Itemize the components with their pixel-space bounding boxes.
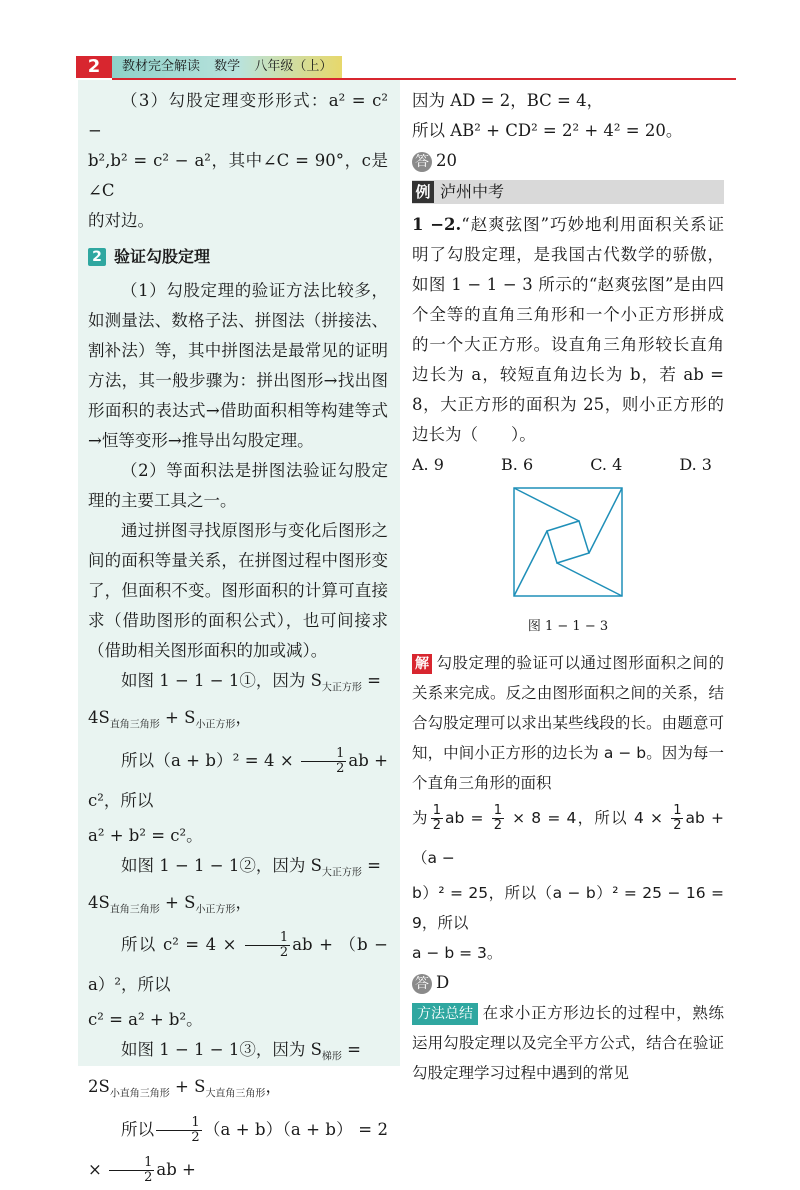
fig2-sub-small: 小正方形 (195, 904, 236, 916)
section-number-badge: 2 (88, 248, 106, 266)
tri-edge-1 (514, 488, 579, 521)
frac-num: 1 (301, 747, 346, 762)
fig3-sub-trap: 梯形 (321, 1051, 342, 1063)
frac-den: 2 (279, 945, 289, 961)
choice-b: B. 6 (501, 455, 534, 474)
page-number: 2 (76, 56, 112, 78)
fig1-l2a: 4S (88, 708, 110, 728)
choice-a: A. 9 (412, 455, 444, 474)
frac-num: 1 (673, 803, 682, 818)
fig3-so-c: ab + (156, 1159, 196, 1179)
question-body: “赵爽弦图”巧妙地利用面积关系证明了勾股定理，是我国古代数学的骄傲，如图 1 − 1 − 3 所示的“赵爽弦图”是由四个全等的直角三角形和一个小正方形拼成的一个大正方形。设直角三角形较长直角边长为 a，较短直角边长为 b，若 ab = 8，大正方形的面积为 25，则小正方形的边长为（ ）。 (412, 215, 724, 444)
solution-text-1: 勾股定理的验证可以通过图形面积之间的关系来完成。反之由图形面积之间的关系，结合勾股定理可以求出某些线段的长。由题意可知，中间小正方形的边长为 a − b。因为每一个直角三角形的面积 (412, 654, 724, 792)
frac-den: 2 (336, 760, 345, 776)
sum-of-squares: 所以 AB² + CD² = 2² + 4² = 20。 (412, 121, 683, 140)
half-fraction (301, 747, 346, 776)
answer-badge: 答 (412, 152, 432, 172)
sol2-a: 为 (412, 809, 429, 827)
half-fraction (245, 931, 290, 960)
fig2-so (88, 925, 388, 1005)
solution-part3: b）² = 25，所以（a − b）² = 25 − 16 = 9，所以 (412, 884, 724, 932)
figure-caption: 图 1 − 1 − 3 (527, 619, 609, 634)
example-source: 泸州中考 (440, 182, 505, 201)
fig3-intro (88, 1035, 388, 1072)
answer-choices (412, 450, 712, 480)
frac-den: 2 (673, 818, 682, 833)
frac-den: 2 (191, 1129, 200, 1145)
section-title: 验证勾股定理 (114, 247, 211, 266)
fig3-l2c: ， (265, 1077, 282, 1097)
sol2-b: ab = (445, 809, 490, 827)
paragraph-equal-area: （2）等面积法是拼图法验证勾股定理的主要工具之一。 (88, 461, 388, 510)
book-title: 教材完全解读 (122, 59, 201, 74)
tri-edge-4 (514, 531, 547, 596)
frac-num: 1 (109, 1156, 154, 1171)
big-square (514, 488, 622, 596)
fig2-sub-tri: 直角三角形 (109, 904, 160, 916)
fig2-l2a: 4S (88, 892, 110, 912)
fig3-so-b: （a + b）（a + b） = 2 × (88, 1119, 389, 1179)
fig2-eq: = (361, 855, 381, 875)
solution-part2 (412, 798, 724, 878)
section-heading (88, 242, 388, 272)
choice-c: C. 4 (590, 455, 623, 474)
fig1-so-b: ab + c²，所以 (88, 750, 388, 810)
example-header (412, 180, 724, 204)
half-fraction (156, 1116, 201, 1145)
frac-num: 1 (156, 1116, 201, 1131)
method-summary-badge: 方法总结 (412, 1003, 478, 1025)
fig2-intro-text: 如图 1 − 1 − 1②，因为 S (121, 855, 322, 875)
fig1-sub-small: 小正方形 (195, 719, 236, 731)
right-column (412, 86, 724, 1088)
fig1-result: a² + b² = c²。 (88, 825, 203, 845)
fig1-line2 (88, 703, 388, 740)
answer-1 (412, 146, 724, 176)
small-square (547, 521, 589, 563)
frac-den: 2 (144, 1169, 153, 1185)
half-fraction (671, 804, 683, 833)
fig2-l2c: ， (235, 892, 252, 912)
fig2-so-b: ab + （b − a）²，所以 (88, 935, 388, 995)
fig2-intro (88, 851, 388, 888)
answer-badge: 答 (412, 974, 432, 994)
fig2-so-a: 所以 c² = 4 × (121, 935, 243, 955)
question-text (412, 210, 724, 450)
given-values: 因为 AD = 2，BC = 4， (412, 91, 604, 110)
fig1-l2b: + S (159, 708, 196, 728)
answer-2-value: D (436, 973, 450, 992)
frac-num: 1 (432, 803, 442, 818)
solution-part4: a − b = 3。 (412, 944, 503, 962)
item3-line1: （3）勾股定理变形形式：a² = c² − (88, 91, 388, 140)
method-summary-text: 在求小正方形边长的过程中，熟练运用勾股定理以及完全平方公式，结合在验证勾股定理学习过程中遇到的常见 (412, 1004, 724, 1082)
grade-label: 八年级（上） (254, 59, 333, 74)
fig3-sub-big-tri: 大直角三角形 (205, 1088, 266, 1100)
answer-1-value: 20 (436, 151, 457, 170)
item3-line3: 的对边。 (88, 211, 154, 230)
fig3-l2a: 2S (88, 1077, 110, 1097)
zhao-shuang-diagram (512, 486, 624, 598)
solution-badge: 解 (412, 654, 432, 674)
fig1-so-a: 所以（a + b）² = 4 × (121, 750, 300, 770)
fig3-so-a: 所以 (121, 1119, 155, 1139)
fig1-sub-tri: 直角三角形 (109, 719, 160, 731)
fig1-eq: = (361, 671, 381, 690)
fig1-sub-big: 大正方形 (321, 682, 362, 694)
fig2-l2b: + S (159, 892, 196, 912)
frac-num: 1 (245, 931, 290, 946)
left-column (88, 86, 388, 1190)
method-summary (412, 998, 724, 1088)
fig1-l2c: ， (235, 708, 252, 728)
frac-den: 2 (432, 818, 442, 833)
fig2-line2 (88, 888, 388, 925)
zhao-shuang-figure (412, 486, 724, 642)
fig1-so (88, 741, 388, 821)
fig2-result: c² = a² + b²。 (88, 1010, 203, 1030)
half-fraction (492, 804, 504, 833)
fig3-sub-small-tri: 小直角三角形 (109, 1088, 170, 1100)
example-badge: 例 (412, 181, 434, 203)
answer-2 (412, 968, 724, 998)
solution-part1 (412, 648, 724, 798)
fig3-intro-text: 如图 1 − 1 − 1③，因为 S (121, 1040, 322, 1060)
question-number: 1 −2. (412, 215, 462, 234)
fig3-line2 (88, 1072, 388, 1109)
book-title-banner (112, 56, 342, 78)
half-fraction (431, 804, 443, 833)
fig1-intro-text: 如图 1 − 1 − 1①，因为 S (121, 671, 322, 690)
fig3-l2b: + S (169, 1077, 206, 1097)
frac-num: 1 (493, 803, 502, 818)
choice-d: D. 3 (679, 455, 712, 474)
paragraph-puzzle: 通过拼图寻找原图形与变化后图形之间的面积等量关系，在拼图过程中图形变了，但面积不变。图形面积的计算可直接求（借助图形的面积公式），也可间接求（借助相关图形面积的加或减）。 (88, 521, 388, 660)
fig3-eq: = (341, 1040, 361, 1060)
subject-label: 数学 (214, 59, 241, 74)
item3-line2: b²,b² = c² − a²，其中∠C = 90°，c是∠C (88, 151, 388, 200)
fig1-intro (88, 666, 388, 703)
fig3-so (88, 1110, 388, 1190)
tri-edge-3 (557, 563, 622, 596)
sol2-c: × 8 = 4，所以 4 × (505, 809, 670, 827)
frac-den: 2 (493, 818, 502, 833)
fig2-sub-big: 大正方形 (321, 866, 362, 878)
half-fraction (109, 1156, 154, 1185)
paragraph-methods: （1）勾股定理的验证方法比较多，如测量法、数格子法、拼图法（拼接法、割补法）等，其中拼图法是最常见的证明方法，其一般步骤为：拼出图形→找出图形面积的表达式→借助面积相等构建等式→恒等变形→推导出勾股定理。 (88, 281, 388, 450)
sol2-d: ab + （a − (412, 809, 724, 867)
tri-edge-2 (589, 488, 622, 553)
